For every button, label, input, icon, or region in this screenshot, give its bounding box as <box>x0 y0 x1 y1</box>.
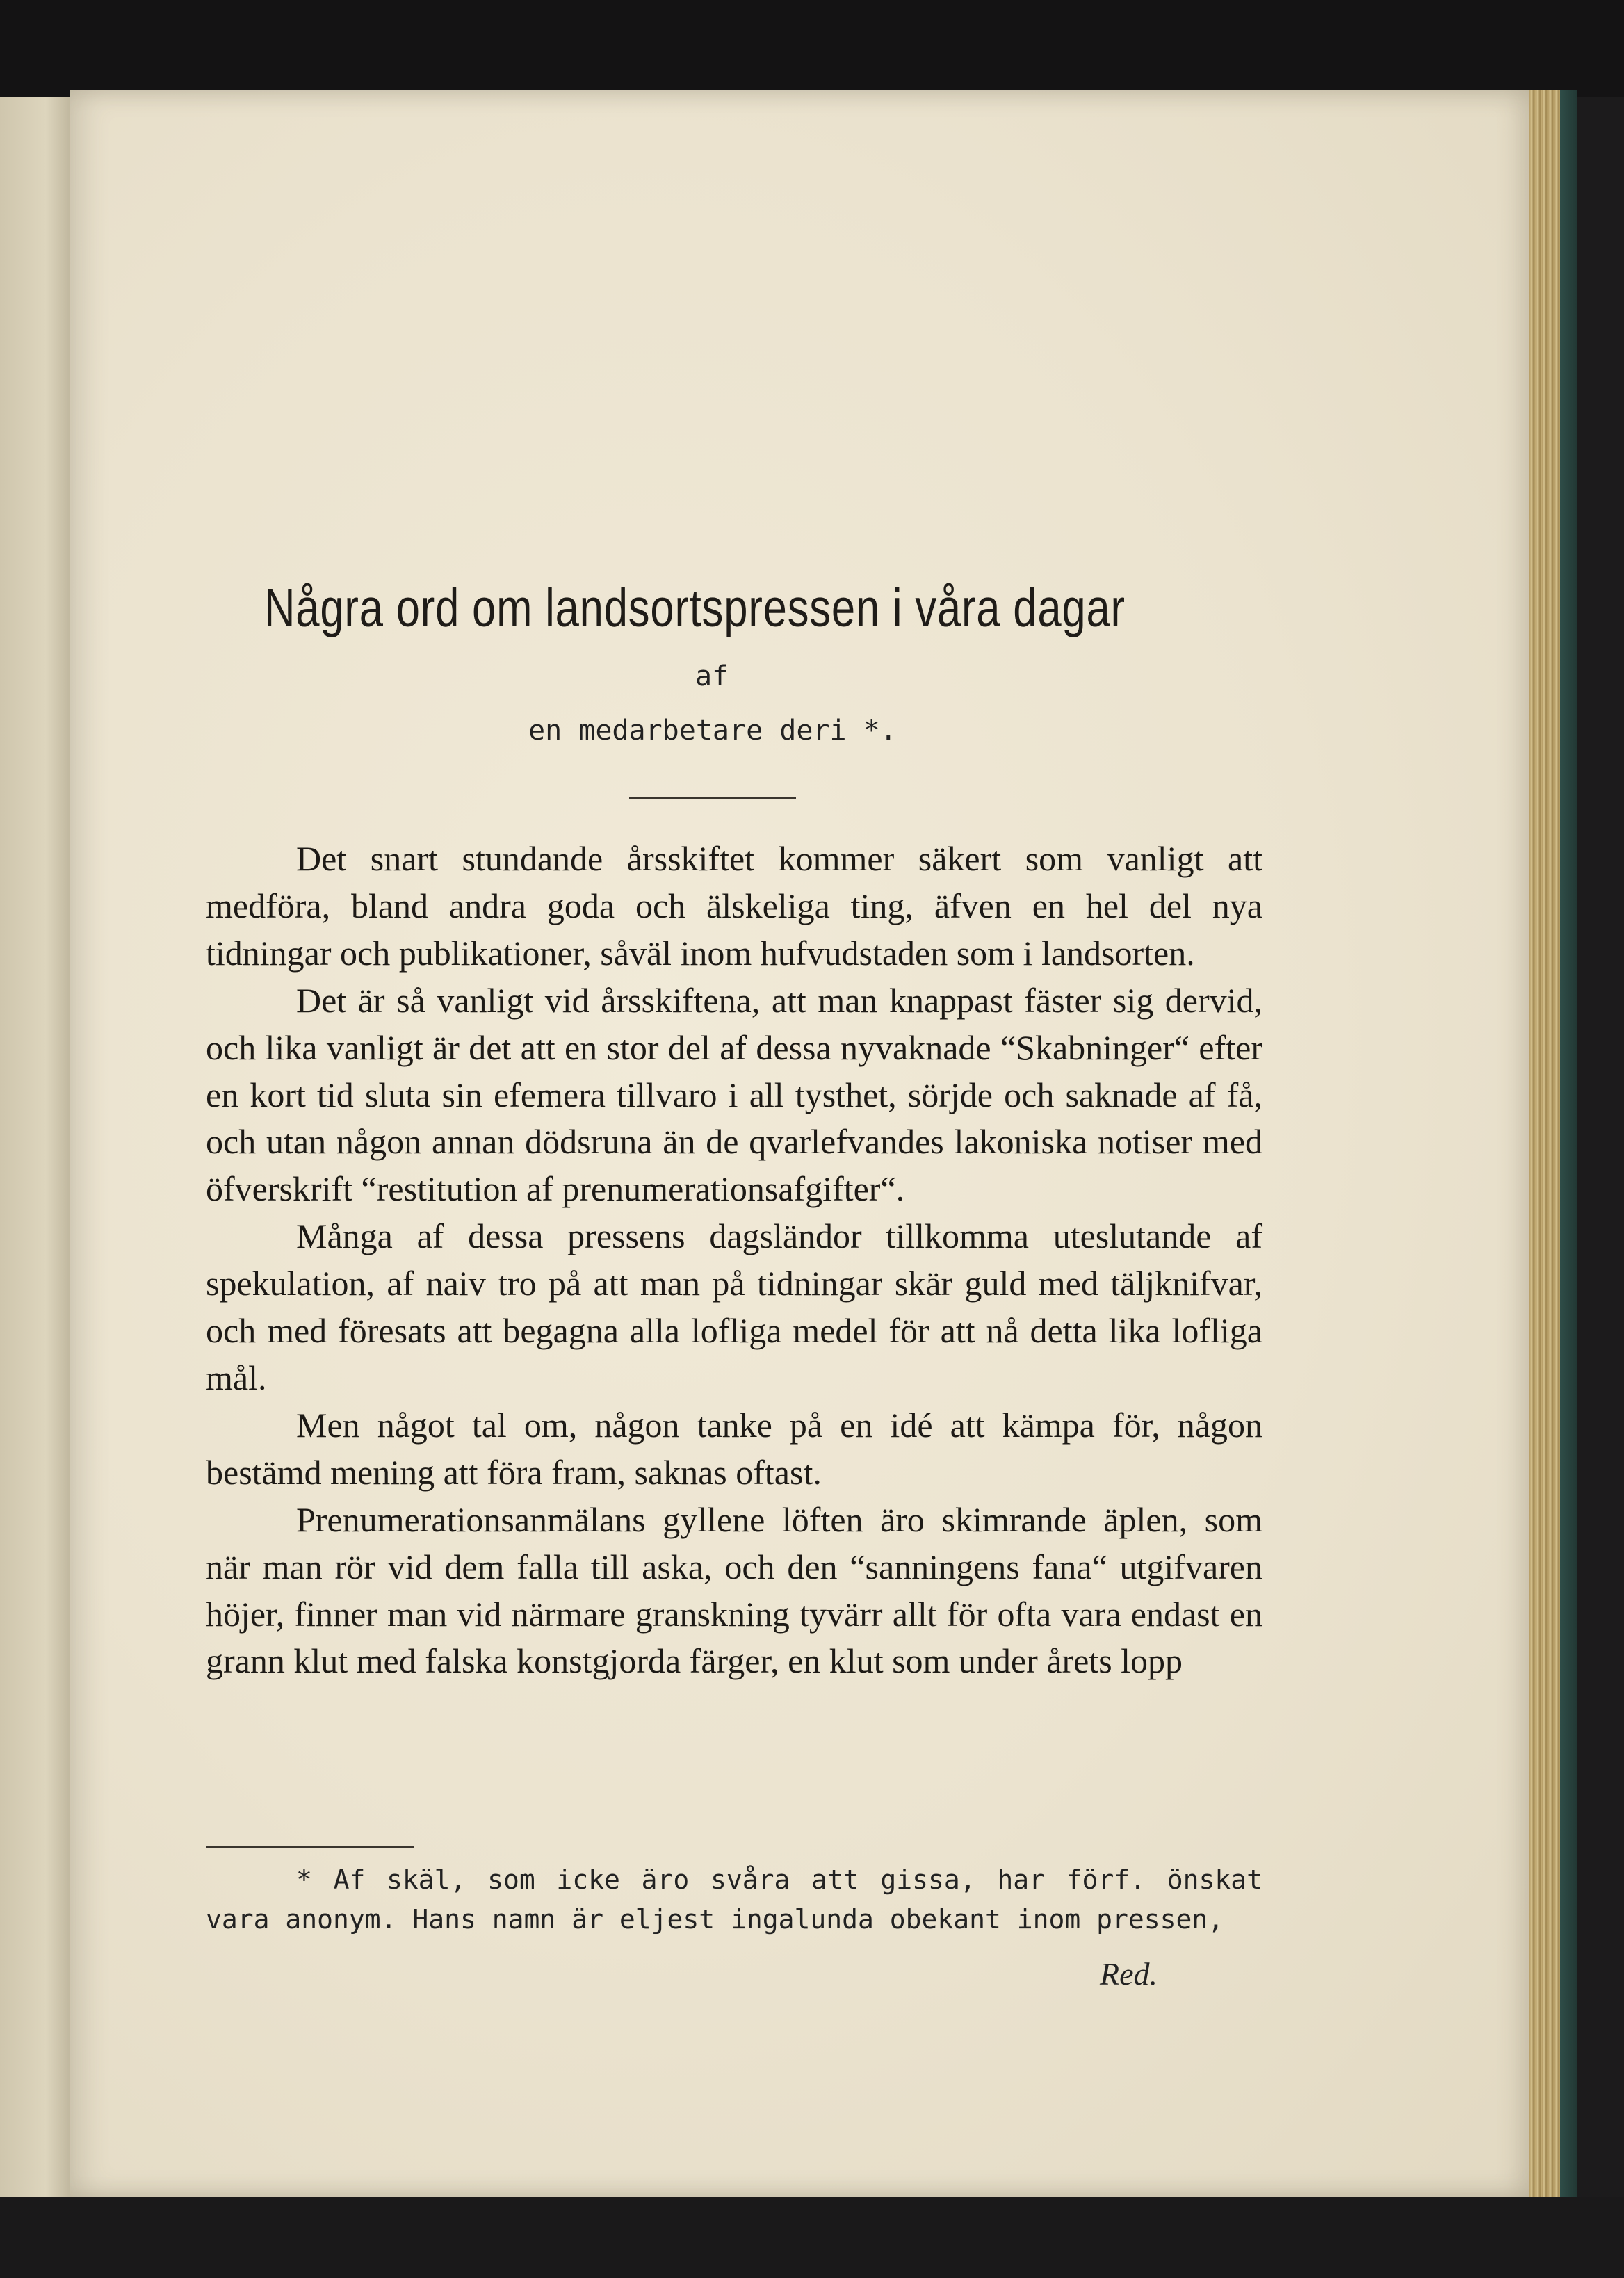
title-divider <box>629 797 796 799</box>
facing-page-edge <box>0 97 76 2197</box>
article-title: Några ord om landsortspressen i våra dagar <box>264 578 1126 638</box>
book-cover-edge <box>1560 90 1577 2211</box>
footnote-text: * Af skäl, som icke äro svåra att gissa, har förf. önskat vara anonym. Hans namn är eljest ingalunda obekant inom pressen, <box>206 1864 1262 1935</box>
byline-af: af <box>695 660 729 692</box>
paragraph: Många af dessa pressens dagsländor tillkomma uteslutande af spekulation, af naiv tro på att man på tidningar skär guld med täljknifvar, och med föresats att begagna alla lofliga medel för att nå detta lika lofliga mål. <box>206 1217 1262 1397</box>
paragraph: Det snart stundande årsskiftet kommer säkert som vanligt att medföra, bland andra goda och älskeliga ting, äfven en hel del nya tidningar och publikationer, såväl inom hufvudstaden som i landsorten. <box>206 839 1262 973</box>
paragraph: Men något tal om, någon tanke på en idé att kämpa för, någon bestämd mening att föra fram, saknas oftast. <box>206 1405 1262 1492</box>
byline-author: en medarbetare deri <box>528 715 847 747</box>
paragraph: Det är så vanligt vid årsskiftena, att man knappast fäster sig dervid, och lika vanligt är det att en stor del af dessa nyvaknade “Skabninger“ efter en kort tid sluta sin efemera tillvaro i all tysthet, sörjde och saknade af få, och utan någon annan dödsruna än de qvarlefvandes lakoniska notiser med öfverskrift “restitution af prenumerationsafgifter“. <box>206 980 1262 1209</box>
article-body <box>206 836 1262 1685</box>
footnote-marker: *. <box>863 715 897 747</box>
paragraph: Prenumerationsanmälans gyllene löften äro skimrande äplen, som när man rör vid dem falla till aska, och den “sanningens fana“ utgifvaren höjer, finner man vid närmare granskning tyvärr allt för ofta vara endast en grann klut med falska konstgjorda färger, en klut som under årets lopp <box>206 1499 1262 1681</box>
footnote-signature: Red. <box>1100 1956 1158 1992</box>
page-stack-edge <box>1529 90 1560 2204</box>
footnote <box>206 1860 1262 1939</box>
byline <box>528 715 897 747</box>
scan-background-top <box>0 0 1624 97</box>
footnote-divider <box>206 1846 414 1848</box>
scan-background-bottom <box>0 2197 1624 2278</box>
